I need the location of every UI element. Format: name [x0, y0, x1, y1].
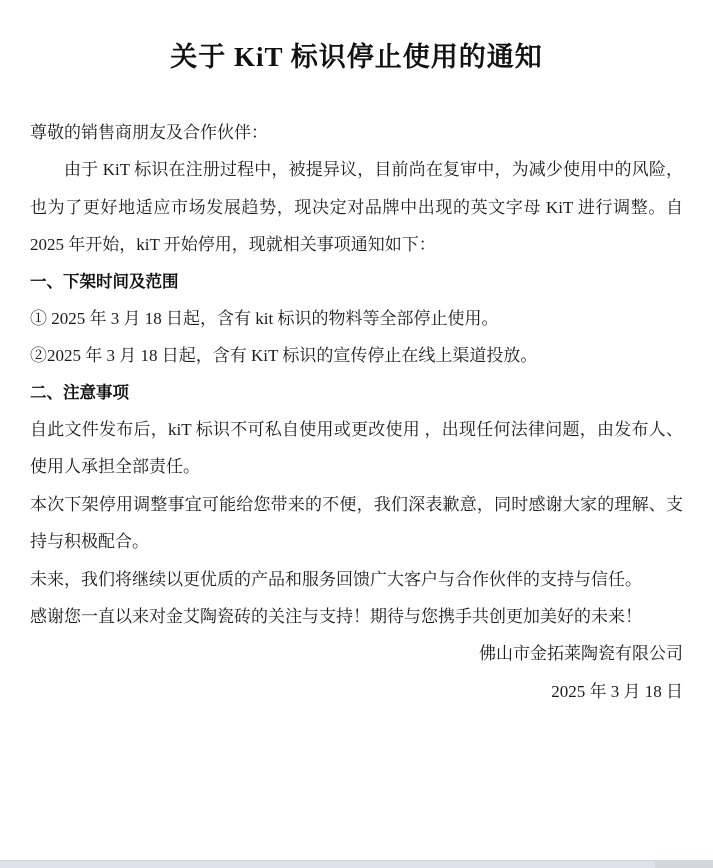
notice-paragraph-3: 未来，我们将继续以更优质的产品和服务回馈广大客户与合作伙伴的支持与信任。: [30, 569, 642, 589]
greeting-line: 尊敬的销售商朋友及合作伙伴：: [30, 123, 268, 143]
section2-heading: 二、注意事项: [30, 383, 129, 402]
notice-paragraph-2: 本次下架停用调整事宜可能给您带来的不便，我们深表歉意，同时感谢大家的理解、支持与积极配合。: [30, 494, 683, 552]
bottom-right-segment: [655, 861, 713, 868]
section1-item-2: ②2025 年 3 月 18 日起，含有 KiT 标识的宣传停止在线上渠道投放。: [30, 346, 538, 366]
document-date: 2025 年 3 月 18 日: [551, 681, 683, 701]
page-title: 关于 KiT 标识停止使用的通知: [170, 42, 543, 72]
notice-paragraph-4: 感谢您一直以来对金艾陶瓷砖的关注与支持！期待与您携手共创更加美好的未来！: [30, 606, 642, 626]
bottom-window-edge: [0, 860, 713, 868]
notice-paragraph-1: 自此文件发布后，kiT 标识不可私自使用或更改使用 ，出现任何法律问题，由发布人、使用人承担全部责任。: [30, 419, 683, 477]
section1-item-1: ① 2025 年 3 月 18 日起，含有 kit 标识的物料等全部停止使用。: [30, 308, 499, 328]
section1-heading: 一、下架时间及范围: [30, 272, 179, 291]
document-body: [30, 114, 683, 710]
intro-paragraph: 由于 KiT 标识在注册过程中，被提异议，目前尚在复审中，为减少使用中的风险，也为了更好地适应市场发展趋势，现决定对品牌中出现的英文字母 KiT 进行调整。自 2025 年开始，kiT 开始停用，现就相关事项通知如下：: [30, 160, 683, 255]
company-signature: 佛山市金拓莱陶瓷有限公司: [479, 644, 683, 664]
